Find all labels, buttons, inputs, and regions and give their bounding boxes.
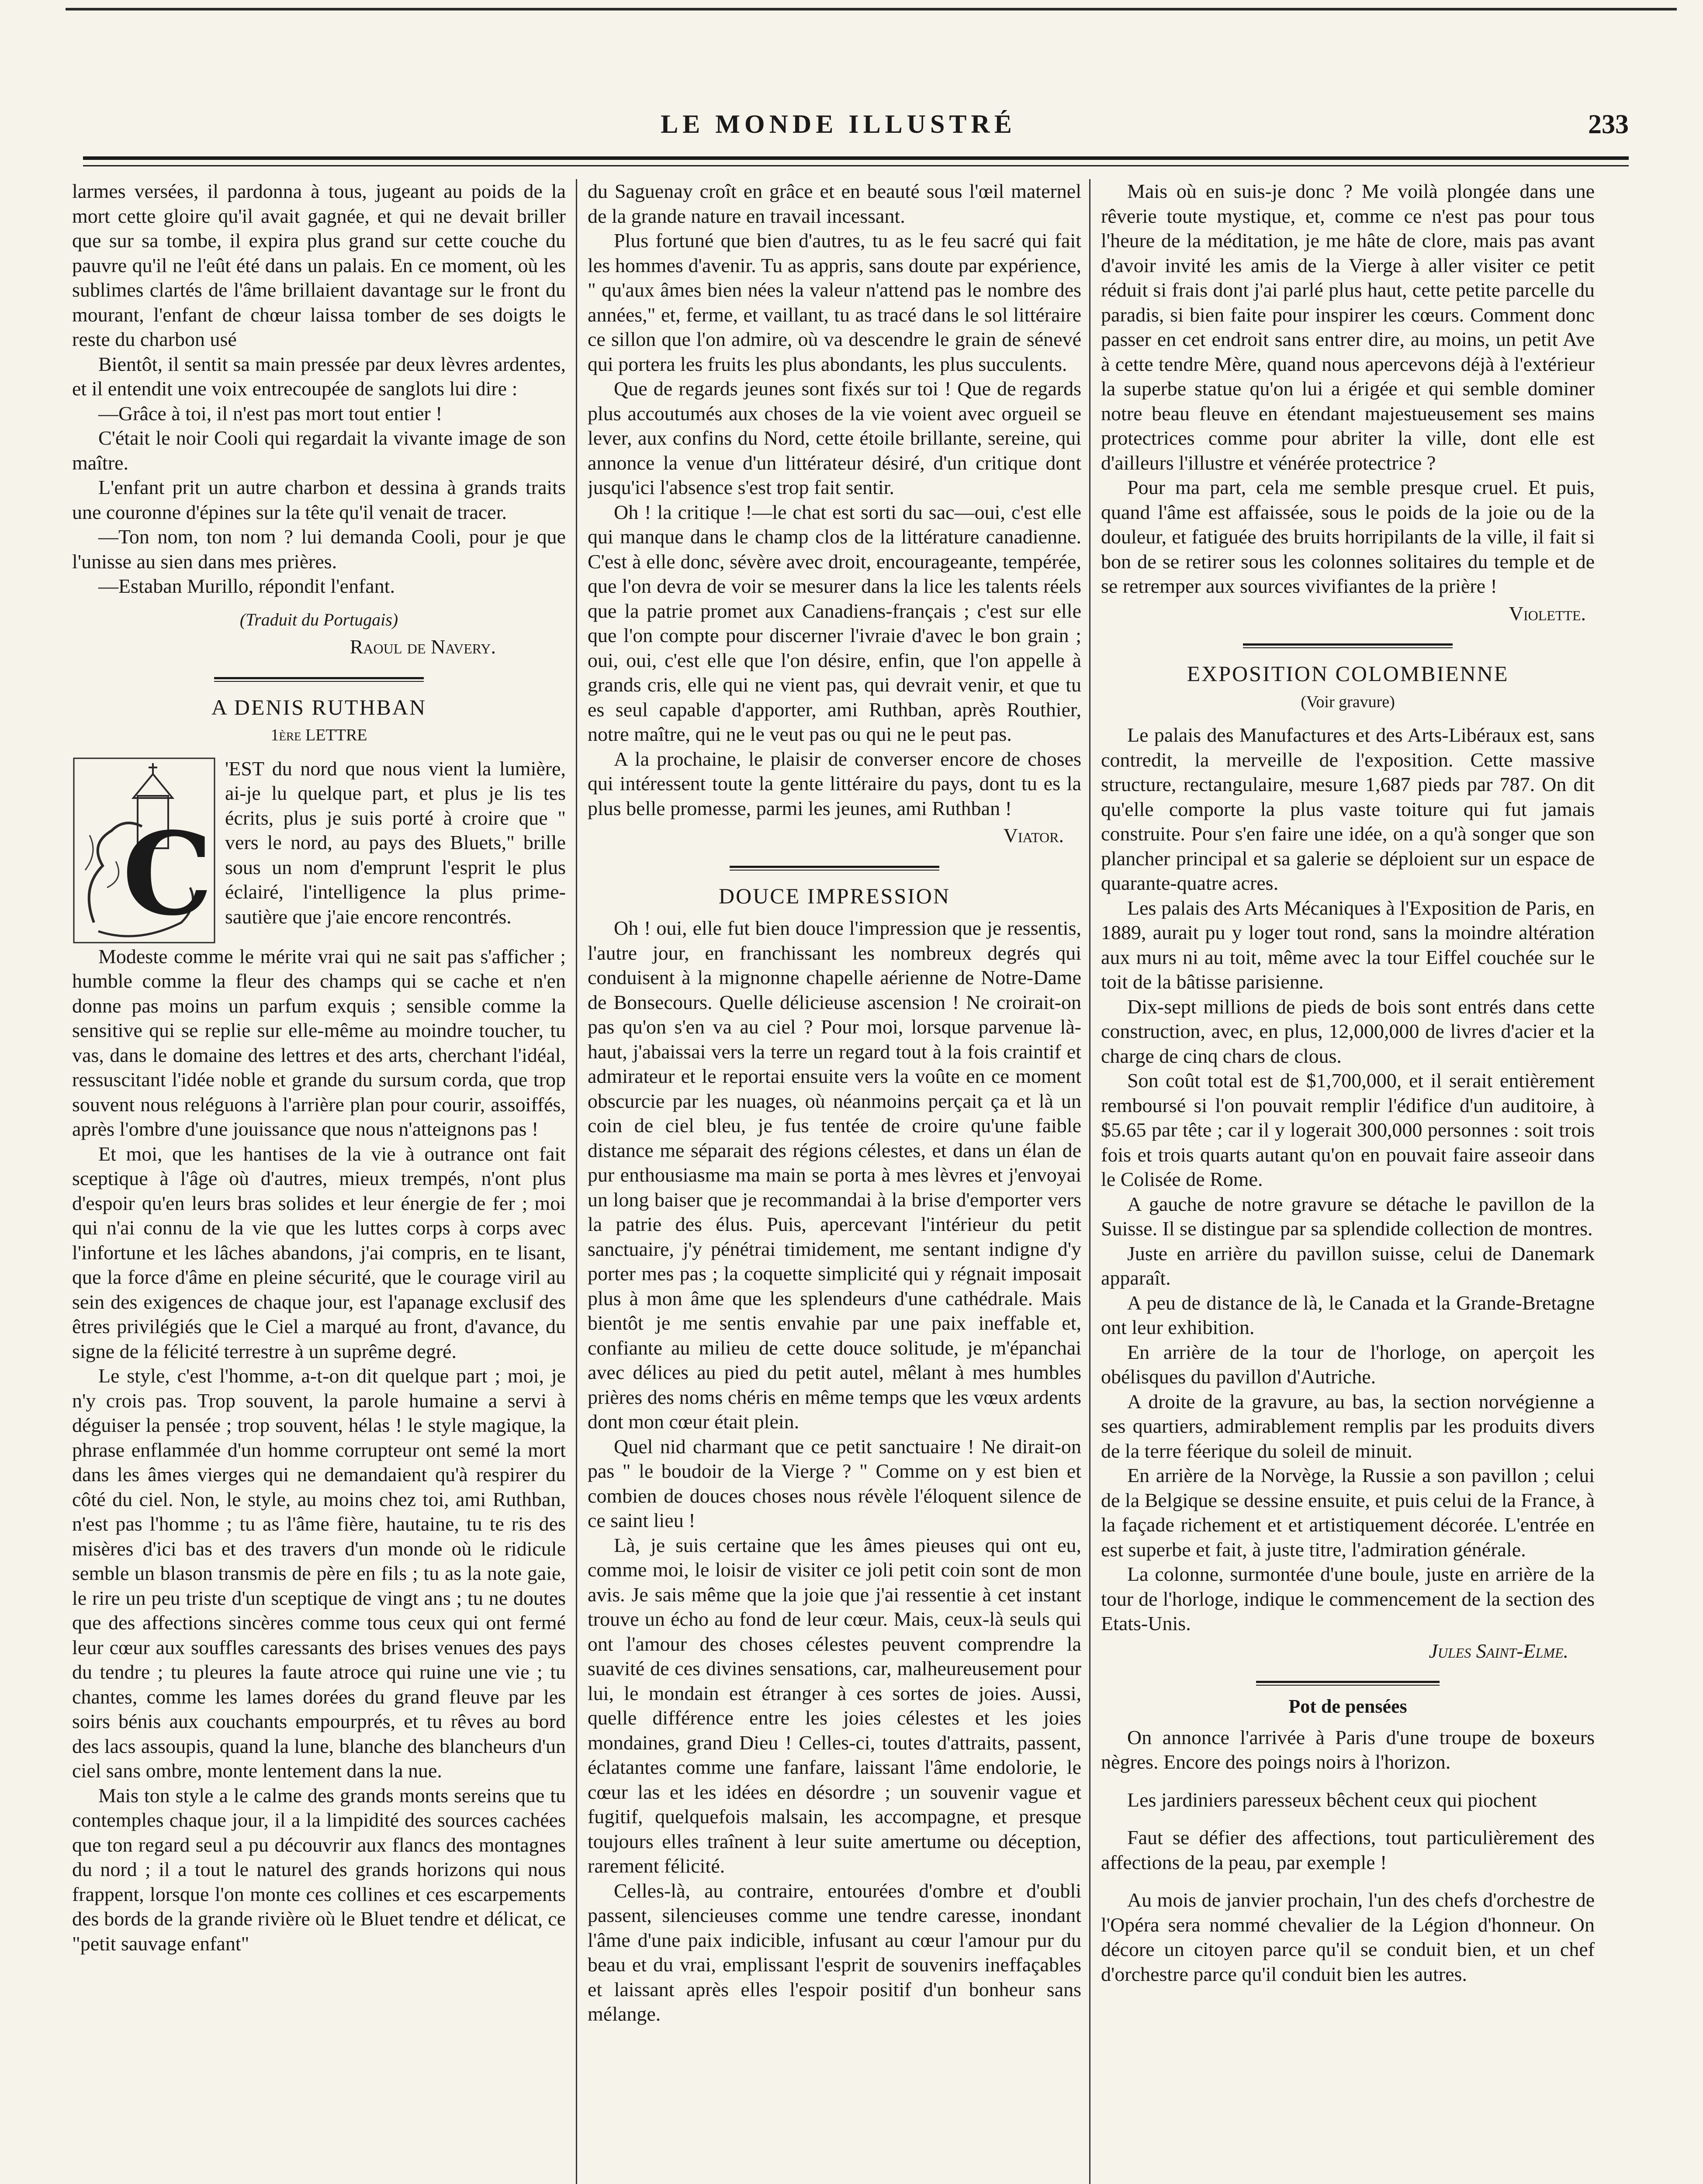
column-1 xyxy=(72,179,566,2184)
paragraph: La colonne, surmontée d'une boule, juste en arrière de la tour de l'horloge, indique le commencement de la section des Etats-Unis. xyxy=(1101,1563,1595,1635)
top-border-rule xyxy=(66,8,1677,10)
column-2 xyxy=(588,179,1081,2184)
quip: On annonce l'arrivée à Paris d'une troupe de boxeurs nègres. Encore des poings noirs à l'horizon. xyxy=(1101,1726,1595,1773)
paragraph: Dix-sept millions de pieds de bois sont entrés dans cette construction, avec, en plus, 12,000,000 de livres d'acier et la charge de cinq chars de clous. xyxy=(1101,995,1595,1067)
paragraph: —Grâce à toi, il n'est pas mort tout entier ! xyxy=(98,402,443,425)
article-subtitle: (Voir gravure) xyxy=(1301,692,1395,711)
column-divider xyxy=(576,179,577,2184)
initial-letter-glyph: C xyxy=(122,807,213,941)
paragraph: Et moi, que les hantises de la vie à outrance ont fait sceptique à l'âge où d'autres, mieux trempés, n'ont plus d'espoir qu'en leurs bras solides et leur énergie de fer ; moi qui n'ai connu de la vie que les luttes corps à corps avec l'infortune et les lâches abandons, j'ai compris, en te lisant, que la force d'âme en pleine sécurité, que le courage viril au sein des exigences de chaque jour, est l'apanage exclusif des êtres privilégiés que le Ciel a marqué au front, d'avance, du signe de la félicité terrestre à un suprême degré. xyxy=(72,1142,566,1362)
column-divider xyxy=(1089,179,1090,2184)
paragraph: Le palais des Manufactures et des Arts-Libéraux est, sans contredit, la merveille de l'exposition. Cette massive structure, rectangulaire, mesure 1,687 pieds par 787. On dit qu'elle comporte la plus vaste toiture qui fut jamais construite. Pour s'en faire une idée, on a qu'à songer que son plancher principal et sa galerie se déploient sur un espace de quarante-quatre acres. xyxy=(1101,724,1595,894)
author-signature: Violette. xyxy=(1509,602,1586,625)
paragraph: Le style, c'est l'homme, a-t-on dit quelque part ; moi, je n'y crois pas. Trop souvent, la parole humaine a servi à déguiser la pensée ; trop souvent, hélas ! le style magique, la phrase enflammée d'un homme corrupteur ont semé la mort dans les âmes vierges qui ne demandaient qu'à respirer du côté du ciel. Non, le style, au moins chez toi, ami Ruthban, n'est pas l'homme ; tu as l'âme fière, hautaine, tu te ris des misères d'ici bas et des travers d'un monde où le ridicule semble un blason transmis de père en fils ; tu as la note gaie, le rire un peu triste d'un sceptique de vingt ans ; tu ne doutes que des affections sincères comme tous ceux qui ont fermé leur cœur aux souffles caressants des brises venues des pays du tendre ; tu pleures la faute atroce qui ruine une vie ; tu chantes, comme les lames dorées du grand fleuve par les soirs bénis aux couchants empourprés, et tu rêves au bord des lacs assoupis, quand la lune, blanche des blancheurs d'un ciel sans ombre, monte lentement dans la nue. xyxy=(72,1365,566,1782)
paragraph: L'enfant prit un autre charbon et dessina à grands traits une couronne d'épines sur la tête qu'il venait de tracer. xyxy=(72,476,566,523)
paragraph: Bientôt, il sentit sa main pressée par deux lèvres ardentes, et il entendit une voix entrecoupée de sanglots lui dire : xyxy=(72,352,566,400)
paragraph: Plus fortuné que bien d'autres, tu as le feu sacré qui fait les hommes d'avenir. Tu as appris, sans doute par expérience, " qu'aux âmes bien nées la valeur n'attend pas le nombre des années," et, ferme, et vaillant, tu as tracé dans le sol littéraire ce sillon que l'on admire, où va descendre le grain de sénevé qui portera les fruits les plus abondants, les plus succulents. xyxy=(588,229,1081,375)
page-number: 233 xyxy=(1588,110,1629,139)
article-title: A DENIS RUTHBAN xyxy=(211,695,427,719)
paragraph: —Ton nom, ton nom ? lui demanda Cooli, pour je que l'unisse au sien dans mes prières. xyxy=(72,525,566,573)
paragraph: larmes versées, il pardonna à tous, jugeant au poids de la mort cette gloire qu'il avait gagnée, et qui ne devait briller que sur sa tombe, il expira plus grand sur cette couche du pauvre qu'il ne l'eût été dans un palais. En ce moment, où les sublimes clartés de l'âme brillaient davantage sur le front du mourant, l'enfant de chœur laissa tomber de ses doigts le reste du charbon usé xyxy=(72,180,566,350)
ornamental-initial-c xyxy=(72,757,216,944)
paragraph: A droite de la gravure, au bas, la section norvégienne a ses quartiers, admirablement remplis par les produits divers de la terre féerique du soleil de minuit. xyxy=(1101,1390,1595,1462)
paragraph: A gauche de notre gravure se détache le pavillon de la Suisse. Il se distingue par sa splendide collection de montres. xyxy=(1101,1192,1595,1240)
section-separator xyxy=(1243,643,1453,648)
paragraph: Mais où en suis-je donc ? Me voilà plongée dans une rêverie toute mystique, et, comme ce n'est pas pour tous l'heure de la méditation, je me hâte de clore, mais pas avant d'avoir invité les amis de la Vierge à aller visiter ce petit réduit si frais dont j'ai parlé plus haut, cette petite parcelle du paradis, si bien faite pour inspirer les cœurs. Comment donc passer en cet endroit sans entrer dire, au moins, un petit Ave à cette tendre Mère, quand nous apercevons déjà à l'extérieur la superbe statue qu'on lui a érigée et qui semble dominer notre beau fleuve en étendant majestueusement ses mains protectrices comme pour abriter la ville, dont elle est d'ailleurs l'illustre et vénérée protectrice ? xyxy=(1101,180,1595,474)
paragraph: A peu de distance de là, le Canada et la Grande-Bretagne ont leur exhibition. xyxy=(1101,1291,1595,1338)
paragraph: Pour ma part, cela me semble presque cruel. Et puis, quand l'âme est affaissée, sous le poids de la joie ou de la douleur, et fatiguée des bruits horripilants de la ville, il fait si bon de se retirer sous les colonnes solitaires du temple et de se retremper aux sources vivifiantes de la prière ! xyxy=(1101,476,1595,597)
quip: Faut se défier des affections, tout particulièrement des affections de la peau, par exemple ! xyxy=(1101,1826,1595,1873)
column-3 xyxy=(1101,179,1595,2184)
paragraph: A la prochaine, le plaisir de converser encore de choses qui intéressent toute la gente littéraire du pays, dont tu es la plus belle promesse, parmi les jeunes, ami Ruthban ! xyxy=(588,747,1081,819)
author-signature: Viator. xyxy=(1003,824,1064,847)
page-header xyxy=(83,109,1629,149)
translation-credit: (Traduit du Portugais) xyxy=(239,609,398,629)
paragraph: Les palais des Arts Mécaniques à l'Exposition de Paris, en 1889, aurait pu y loger tout rond, sans la moindre altération aux murs ni au toit, même avec la tour Eiffel couchée sur le toit de la bâtisse parisienne. xyxy=(1101,896,1595,993)
section-separator xyxy=(1256,1681,1440,1686)
paragraph: Juste en arrière du pavillon suisse, celui de Danemark apparaît. xyxy=(1101,1242,1595,1289)
paragraph: Mais ton style a le calme des grands monts sereins que tu contemples chaque jour, il a la limpidité des sources cachées que ton regard seul a pu découvrir aux flancs des montagnes du nord ; il a tout le naturel des grands horizons qui nous frappent, lorsque l'on monte ces collines et ces escarpements des bords de la grande rivière où le Bluet tendre et délicat, ce "petit sauvage enfant" xyxy=(72,1784,566,1955)
drop-cap-block xyxy=(72,757,566,944)
paragraph: Son coût total est de $1,700,000, et il serait entièrement remboursé si l'on pouvait remplir l'édifice d'un auditoire, à $5.65 par tête ; car il y logerait 300,000 personnes : soit trois fois et trois quarts autant qu'on en pouvait faire asseoir dans le Colisée de Rome. xyxy=(1101,1069,1595,1190)
quip: Les jardiniers paresseux bêchent ceux qui piochent xyxy=(1127,1788,1537,1811)
author-signature: Raoul de Navery. xyxy=(350,636,496,658)
article-title: EXPOSITION COLOMBIENNE xyxy=(1187,661,1509,686)
paragraph: 'EST du nord que nous vient la lumière, ai-je lu quelque part, et plus je lis tes écrits, plus je suis porté à croire que " vers le nord, au pays des Bluets," brille sous un nom d'emprunt l'esprit le plus éclairé, l'intelligence la plus prime-sautière que j'aie encore rencontrés. xyxy=(225,757,566,928)
header-rule-thin xyxy=(83,165,1629,166)
ornamental-initial-illustration xyxy=(72,757,216,944)
paragraph: C'était le noir Cooli qui regardait la vivante image de son maître. xyxy=(72,427,566,474)
paragraph: Que de regards jeunes sont fixés sur toi ! Que de regards plus accoutumés aux choses de la vie voient avec orgueil se lever, aux confins du Nord, cette étoile brillante, sereine, qui annonce la venue d'un littérateur désiré, d'un critique dont jusqu'ici l'absence s'est trop fait sentir. xyxy=(588,377,1081,498)
section-title: Pot de pensées xyxy=(1288,1696,1407,1717)
header-rule-thick xyxy=(83,156,1629,160)
paragraph: Modeste comme le mérite vrai qui ne sait pas s'afficher ; humble comme la fleur des champs qui se cache et n'en donne pas moins un parfum exquis ; sensible comme la sensitive qui se replie sur elle-même au moindre toucher, tu vas, dans le domaine des lettres et des arts, cherchant l'idéal, ressuscitant l'idée noble et grande du sursum corda, que trop souvent nous reléguons à l'arrière plan pour courir, assoiffés, après l'ombre d'une jouissance que nous n'atteignons pas ! xyxy=(72,945,566,1140)
section-separator xyxy=(730,866,939,871)
paragraph: —Estaban Murillo, répondit l'enfant. xyxy=(98,575,395,597)
article-title: DOUCE IMPRESSION xyxy=(718,883,950,908)
paragraph: En arrière de la Norvège, la Russie a son pavillon ; celui de la Belgique se dessine ensuite, et puis celui de la France, à la façade richement et et artistiquement décorée. L'entrée en est superbe et fait, à juste titre, l'admiration générale. xyxy=(1101,1464,1595,1561)
drop-cap-paragraph xyxy=(225,757,566,944)
paragraph: Celles-là, au contraire, entourées d'ombre et d'oubli passent, silencieuses comme une tendre caresse, inondant l'âme d'une paix indicible, infusant au cœur l'amour pur du beau et du vrai, emplissant l'esprit de souvenirs ineffaçables et laissant après elles l'espoir positif d'un bonheur sans mélange. xyxy=(588,1879,1081,2025)
paragraph: Là, je suis certaine que les âmes pieuses qui ont eu, comme moi, le loisir de visiter ce joli petit coin sont de mon avis. Je sais même que la joie que j'ai ressentie à cet instant trouve un écho au fond de leur cœur. Mais, ceux-là seuls qui ont l'amour des choses célestes peuvent comprendre la suavité de ces divines sensations, car, malheureusement pour lui, le mondain est étranger à ces sortes de joies. Aussi, quelle différence entre les joies célestes et les joies mondaines, grand Dieu ! Celles-ci, toutes d'attraits, passent, éclatantes comme une fanfare, laissant l'âme endolorie, le cœur las et les idées en désordre ; un souvenir vague et fugitif, quelquefois malsain, les accompagne, et presque toujours elles traînent à leur suite amertume ou déception, rarement félicité. xyxy=(588,1534,1081,1877)
paragraph: En arrière de la tour de l'horloge, on aperçoit les obélisques du pavillon d'Autriche. xyxy=(1101,1341,1595,1388)
author-signature: Jules Saint-Elme. xyxy=(1429,1639,1568,1662)
paragraph: Quel nid charmant que ce petit sanctuaire ! Ne dirait-on pas " le boudoir de la Vierge ? " Comme on y est bien et combien de douces choses nous révèle l'éloquent silence de ce saint lieu ! xyxy=(588,1435,1081,1531)
letter-label: 1ère LETTRE xyxy=(270,726,367,744)
quip: Au mois de janvier prochain, l'un des chefs d'orchestre de l'Opéra sera nommé chevalier de la Légion d'honneur. On décore un citoyen parce qu'il se conduit bien, et un chef d'orchestre parce qu'il conduit bien les autres. xyxy=(1101,1889,1595,1985)
section-separator xyxy=(214,677,424,682)
paragraph: du Saguenay croît en grâce et en beauté sous l'œil maternel de la grande nature en travail incessant. xyxy=(588,180,1081,227)
running-title: LE MONDE ILLUSTRÉ xyxy=(661,110,1016,138)
paragraph: Oh ! la critique !—le chat est sorti du sac—oui, c'est elle qui manque dans le champ clos de la littérature canadienne. C'est à elle donc, sévère avec droit, encourageante, tempérée, que l'on devra de voir se mesurer dans la lice les talents réels que la patrie promet aux Canadiens-français ; c'est sur elle que l'on compte pour discerner l'ivraie d'avec le bon grain ; oui, oui, c'est elle que l'on désire, enfin, que l'on appelle à grands cris, elle qui ne vient pas, qui devrait venir, et que tu es seul capable d'apporter, ami Ruthban, après Routhier, notre maître, qui ne le veut pas ou qui ne le peut pas. xyxy=(588,501,1081,745)
paragraph: Oh ! oui, elle fut bien douce l'impression que je ressentis, l'autre jour, en franchissant les nombreux degrés qui conduisent à la mignonne chapelle aérienne de Notre-Dame de Bonsecours. Quelle délicieuse ascension ! Ne croirait-on pas qu'on s'en va au ciel ? Pour moi, lorsque parvenue là-haut, j'abaissai vers la terre un regard tout à la fois craintif et admirateur et le reportai ensuite vers la voûte en ce moment obscurcie par les nuages, où néanmoins perçait ça et là un coin de ciel bleu, je fus tentée de croire qu'une faible distance me séparait des régions célestes, et dans un élan de pur enthousiasme ma main se porta à mes lèvres et j'envoyai un long baiser que je recommandai à la brise d'emporter vers la patrie des élus. Puis, apercevant l'intérieur du petit sanctuaire, j'y pénétrai timidement, me sentant indigne d'y porter mes pas ; la coquette simplicité qui y régnait imposait plus à mon âme que les splendeurs d'une cathédrale. Mais bientôt je me sentis envahie par une paix ineffable et, confiante au milieu de cette douce solitude, je m'épanchai avec délices au pied du petit autel, mêlant à mes humbles prières des noms chéris en même temps que les vœux ardents dont mon cœur était plein. xyxy=(588,917,1081,1433)
